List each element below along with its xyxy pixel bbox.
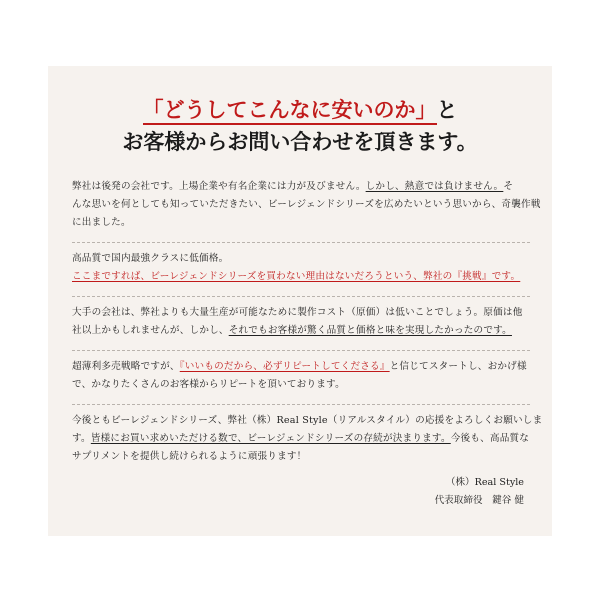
- p4-line-2: で、かなりたくさんのお客様からリピートを頂いております。: [72, 379, 345, 390]
- headline-line-1: [48, 94, 552, 124]
- p5-line-3: サプリメントを提供し続けられるように頑張ります！: [72, 451, 307, 462]
- p3-line-2: 社以上かもしれませんが、しかし、それでもお客様が驚く品質と価格と味を実現したかったのです。: [72, 325, 512, 336]
- divider: [72, 242, 530, 243]
- divider: [72, 404, 530, 405]
- underlined-text: それでもお客様が驚く品質と価格と味を実現したかったのです。: [228, 325, 512, 336]
- p4-line-1: 超薄利多売戦略ですが、『いいものだから、必ずリピートしてくださる』と信じてスタートし、おかげ様: [72, 361, 527, 372]
- paragraph-2: [72, 250, 530, 286]
- paragraph-5: [72, 412, 543, 466]
- p1-line-3: に出ました。: [72, 217, 131, 228]
- p5-line-1: 今後ともビーレジェンドシリーズ、弊社（株）Real Style（リアルスタイル）の応援をよろしくお願いしま: [72, 415, 543, 426]
- paragraph-3: [72, 304, 530, 340]
- signature-name: 代表取締役 鍵谷 健: [434, 495, 524, 506]
- message-panel: [48, 66, 552, 536]
- p2-line-1: 高品質で国内最強クラスに低価格。: [72, 253, 229, 264]
- headline-line-2: お客様からお問い合わせを頂きます。: [122, 129, 478, 154]
- p1-line-1: 弊社は後発の会社です。上場企業や有名企業には力が及びません。しかし、熱意では負けません。そ: [72, 181, 514, 192]
- p3-line-1: 大手の会社は、弊社よりも大量生産が可能なために製作コスト（原価）は低いことでしょう。原価は他: [72, 307, 523, 318]
- p2-line-2-red: ここまですれば、ビーレジェンドシリーズを買わない理由はないだろうという、弊社の『挑戦』です。: [72, 271, 521, 282]
- paragraph-4: [72, 358, 530, 394]
- signature-company: （株）Real Style: [445, 477, 524, 488]
- paragraph-1: [72, 178, 541, 232]
- divider: [72, 350, 530, 351]
- headline-tail: と: [436, 97, 458, 122]
- p5-line-2: す。皆様にお買い求めいただける数で、ビーレジェンドシリーズの存続が決まります。今後も、高品質な: [72, 433, 530, 444]
- headline-quote: 「どうしてこんなに安いのか」: [143, 97, 437, 125]
- divider: [72, 296, 530, 297]
- red-quote: 『いいものだから、必ずリピートしてくださる』: [179, 361, 390, 372]
- underlined-text: 皆様にお買い求めいただける数で、ビーレジェンドシリーズの存続が決まります。: [90, 433, 451, 444]
- p1-line-2: んな思いを何としても知っていただきたい、ビーレジェンドシリーズを広めたいという思いから、奇襲作戦: [72, 199, 541, 210]
- underlined-text: しかし、熱意では負けません。: [365, 181, 504, 192]
